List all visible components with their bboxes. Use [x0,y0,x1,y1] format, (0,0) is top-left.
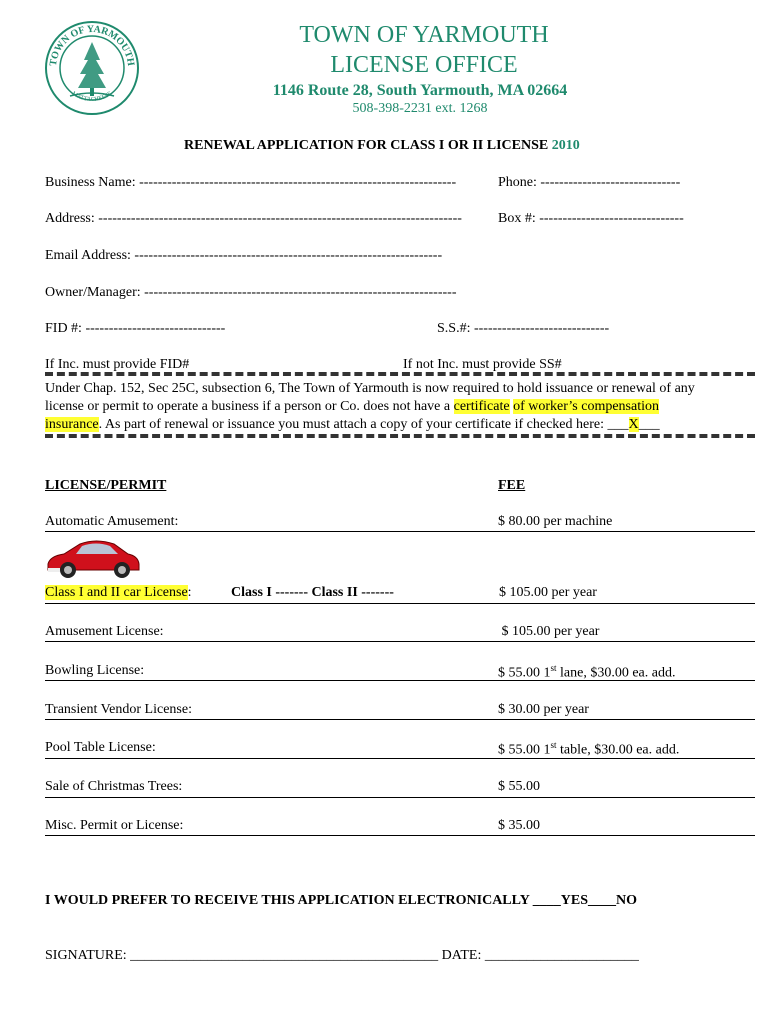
email-field[interactable]: Email Address: ------------------------------------------------------------------ [45,248,443,263]
row-fee-pool-sup: st [550,740,557,750]
not-inc-note: If not Inc. must provide SS# [403,357,562,372]
row-name-misc: Misc. Permit or License: [45,818,184,833]
row-fee-bowling-b: lane, $30.00 ea. add. [556,665,676,681]
electronic-preference[interactable]: I WOULD PREFER TO RECEIVE THIS APPLICATION ELECTRONICALLY ____YES____NO [45,893,638,908]
fid-field[interactable]: FID #: ------------------------------ [45,321,226,336]
row-name-car-license: Class I and II car License [45,585,188,600]
row-divider [45,680,755,681]
row-name-amusement: Amusement License: [45,624,164,639]
owner-field[interactable]: Owner/Manager: ------------------------------------------------------------------- [45,285,457,300]
row-fee-bowling [498,663,675,682]
row-fee-bowling-a: $ 55.00 1 [498,665,551,681]
row-divider [45,603,755,604]
notice-line2 [45,399,659,415]
notice-highlight-insurance: insurance [45,417,99,432]
row-divider [45,719,755,720]
row-divider [45,835,755,836]
phone-field[interactable]: Phone: ------------------------------ [498,175,681,190]
row-fee-transient-vendor: $ 30.00 per year [498,702,589,717]
box-field[interactable]: Box #: ------------------------------- [498,211,684,226]
notice-top-divider [45,372,755,376]
car-license-class-options[interactable]: Class I ------- Class II ------- [231,585,394,600]
row-fee-christmas-trees: $ 55.00 [498,779,540,794]
row-divider [45,641,755,642]
office-phone: 508-398-2231 ext. 1268 [352,101,488,116]
signature-date-line[interactable]: SIGNATURE: ____________________________________________ DATE: ______________________ [45,948,639,963]
row-divider [45,797,755,798]
row-divider [45,531,755,532]
office-title-line1: TOWN OF YARMOUTH [299,22,549,48]
row-name-automatic-amusement: Automatic Amusement: [45,514,179,529]
row-fee-car-license: $ 105.00 per year [499,585,597,600]
ss-field[interactable]: S.S.#: ----------------------------- [437,321,610,336]
row-fee-amusement: $ 105.00 per year [498,624,600,639]
col-fee-header: FEE [498,478,526,493]
row-name-bowling: Bowling License: [45,663,145,678]
seal-text-top: TOWN OF YARMOUTH [47,23,137,67]
notice-highlight-certificate: certificate [453,399,510,414]
address-field[interactable]: Address: ------------------------------------------------------------------------------ [45,211,462,226]
notice-line3-end: ___ [638,417,660,432]
row-fee-pool-b: table, $30.00 ea. add. [556,742,680,758]
office-title-line2: LICENSE OFFICE [330,52,518,78]
notice-highlight-workers-comp: of worker’s compensation [513,399,659,414]
row-name-pool-table: Pool Table License: [45,740,156,755]
form-title [184,138,580,154]
notice-line3 [45,417,660,433]
red-car-icon [44,534,142,582]
notice-line1: Under Chap. 152, Sec 25C, subsection 6, The Town of Yarmouth is now required to hold issuance or renewal of any [45,381,695,396]
form-title-year: 2010 [551,138,580,153]
row-name-car-license-colon: : [187,585,192,600]
notice-bottom-divider [45,434,755,438]
row-fee-pool-table [498,740,679,759]
row-fee-pool-a: $ 55.00 1 [498,742,551,758]
certificate-check-mark[interactable]: X [628,417,639,432]
notice-line2-text: license or permit to operate a business if a person or Co. does not have a [45,399,454,414]
notice-line3-text: . As part of renewal or issuance you must attach a copy of your certificate if checked here: ___ [98,417,629,432]
row-fee-misc: $ 35.00 [498,818,540,833]
inc-note: If Inc. must provide FID# [45,357,190,372]
row-name-transient-vendor: Transient Vendor License: [45,702,192,717]
seal-text-bottom: MATTACHEESE [70,90,114,103]
form-title-text: RENEWAL APPLICATION FOR CLASS I OR II LICENSE [184,138,549,153]
col-license-header: LICENSE/PERMIT [45,478,167,493]
row-name-christmas-trees: Sale of Christmas Trees: [45,779,183,794]
office-address: 1146 Route 28, South Yarmouth, MA 02664 [272,82,568,99]
row-fee-bowling-sup: st [550,663,557,673]
row-fee-automatic-amusement: $ 80.00 per machine [498,514,613,529]
business-name-field[interactable]: Business Name: -------------------------------------------------------------------- [45,175,457,190]
row-car-license [45,585,192,601]
row-divider [45,758,755,759]
